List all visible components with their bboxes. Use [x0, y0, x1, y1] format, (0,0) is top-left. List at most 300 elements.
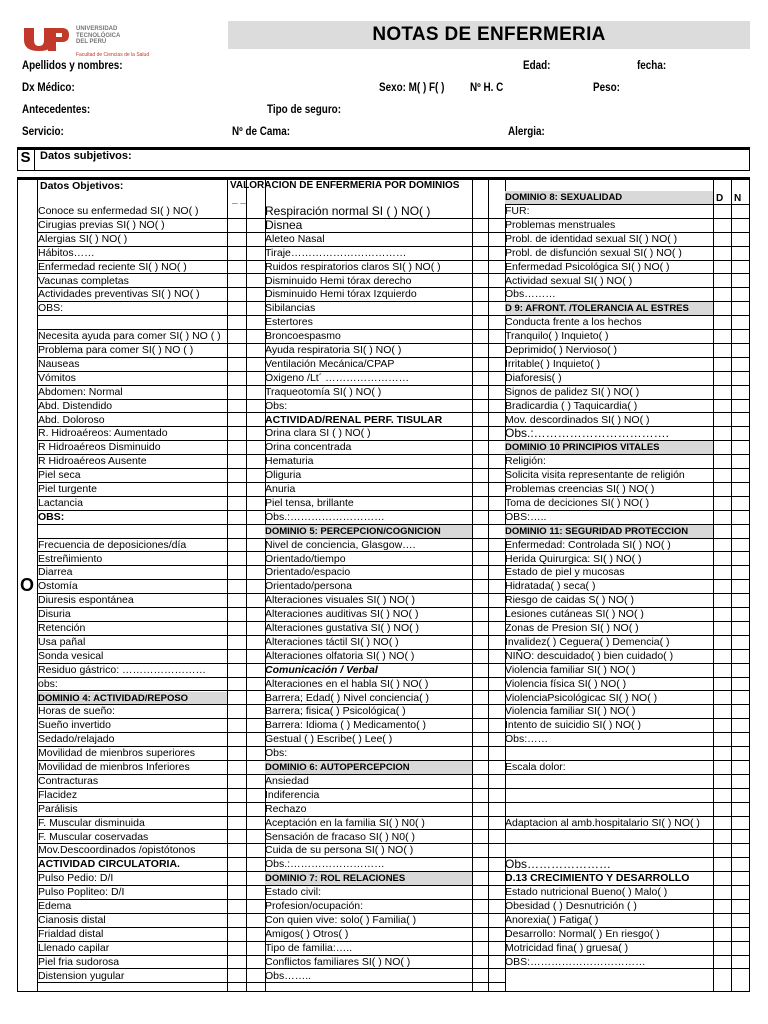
check-cell[interactable] — [227, 302, 265, 316]
col1-item: Hábitos…… — [38, 247, 227, 261]
col2-item: Disminuido Hemi tórax derecho — [265, 275, 472, 289]
col1-item: Diarrea — [38, 566, 227, 580]
page-title: NOTAS DE ENFERMERIA — [228, 21, 750, 49]
col2-item: Comunicación / Verbal — [265, 664, 472, 678]
check-cell[interactable] — [227, 427, 265, 441]
check-cell[interactable] — [713, 469, 750, 483]
check-cell[interactable] — [227, 261, 265, 275]
col1-item: Alergias SI( ) NO( ) — [38, 233, 227, 247]
col3-item: Obs……… — [505, 288, 713, 302]
check-cell[interactable] — [472, 886, 505, 900]
col2-item: Ansiedad — [265, 775, 472, 789]
col3-item: FUR: — [505, 205, 713, 219]
check-cell[interactable] — [713, 497, 750, 511]
check-cell[interactable] — [713, 636, 750, 650]
check-cell[interactable] — [713, 191, 750, 205]
col3-item: Obs………………… — [505, 858, 713, 872]
field-fecha: fecha: — [637, 60, 667, 72]
col2-item: DOMINIO 5: PERCEPCION/COGNICION — [265, 525, 472, 539]
col3-item: Obesidad ( ) Desnutrición ( ) — [505, 900, 713, 914]
check-cell[interactable] — [713, 400, 750, 414]
col3-item: Religión: — [505, 455, 713, 469]
col2-item: Ruidos respiratorios claros SI( ) NO( ) — [265, 261, 472, 275]
check-cell[interactable] — [713, 566, 750, 580]
col1-item: Llenado capilar — [38, 942, 227, 956]
check-cell[interactable] — [472, 761, 505, 775]
check-cell[interactable] — [713, 886, 750, 900]
col2-item: Con quien vive: solo( ) Familia( ) — [265, 914, 472, 928]
check-cell[interactable] — [472, 664, 505, 678]
col1-item: Sedado/relajado — [38, 733, 227, 747]
utp-logo-icon — [22, 26, 70, 52]
check-cell[interactable] — [713, 928, 750, 942]
check-cell[interactable] — [713, 942, 750, 956]
check-cell[interactable] — [713, 358, 750, 372]
col1-item: Edema — [38, 900, 227, 914]
col1-item: Cirugias previas SI( ) NO( ) — [38, 219, 227, 233]
field-servicio: Servicio: — [22, 126, 64, 138]
col2-item: Nivel de conciencia, Glasgow…. — [265, 539, 472, 553]
check-cell[interactable] — [713, 844, 750, 858]
field-peso: Peso: — [593, 82, 620, 94]
col3-item: Obs.:……………………………. — [505, 427, 713, 441]
check-cell[interactable] — [713, 650, 750, 664]
check-cell[interactable] — [472, 636, 505, 650]
check-cell[interactable] — [227, 386, 265, 400]
check-cell[interactable] — [472, 261, 505, 275]
field-sexo: Sexo: M( ) F( ) — [379, 82, 445, 94]
col3-item — [505, 775, 713, 789]
col2-item: Estado civil: — [265, 886, 472, 900]
col2-item: Anuria — [265, 483, 472, 497]
check-cell[interactable] — [472, 817, 505, 831]
col2-item: Alteraciones táctil SI( ) NO( ) — [265, 636, 472, 650]
check-cell[interactable] — [713, 789, 750, 803]
col1-item: Abd. Distendido — [38, 400, 227, 414]
check-cell[interactable] — [713, 678, 750, 692]
check-cell[interactable] — [227, 789, 265, 803]
check-cell[interactable] — [227, 844, 265, 858]
check-cell[interactable] — [713, 233, 750, 247]
check-cell[interactable] — [472, 247, 505, 261]
check-cell[interactable] — [472, 705, 505, 719]
field-alergia: Alergia: — [508, 126, 545, 138]
check-cell[interactable] — [227, 719, 265, 733]
col1-item: Abd. Doloroso — [38, 414, 227, 428]
col3-item: Estado de piel y mucosas — [505, 566, 713, 580]
check-cell[interactable] — [472, 469, 505, 483]
check-cell[interactable] — [227, 747, 265, 761]
check-cell[interactable] — [713, 872, 750, 886]
check-cell[interactable] — [227, 692, 265, 706]
field-apellidos: Apellidos y nombres: — [22, 60, 123, 72]
check-cell[interactable] — [472, 622, 505, 636]
field-cama: Nº de Cama: — [232, 126, 291, 138]
check-cell[interactable] — [713, 414, 750, 428]
check-cell[interactable] — [227, 803, 265, 817]
check-cell[interactable] — [713, 900, 750, 914]
check-cell[interactable] — [227, 942, 265, 956]
check-cell[interactable] — [227, 817, 265, 831]
check-cell[interactable] — [713, 858, 750, 872]
col2-item: Gestual ( ) Escribe( ) Lee( ) — [265, 733, 472, 747]
check-cell[interactable] — [227, 525, 265, 539]
col3-item: Riesgo de caidas S( ) NO( ) — [505, 594, 713, 608]
col3-item: Herida Quirurgica: SI( ) NO( ) — [505, 553, 713, 567]
col2-item: Indiferencia — [265, 789, 472, 803]
col3-item: Signos de palidez SI( ) NO( ) — [505, 386, 713, 400]
check-cell[interactable] — [472, 900, 505, 914]
check-cell[interactable] — [227, 247, 265, 261]
col1-item: Nauseas — [38, 358, 227, 372]
check-cell[interactable] — [472, 580, 505, 594]
col3-item: Toma de deciciones SI( ) NO( ) — [505, 497, 713, 511]
check-cell[interactable] — [713, 664, 750, 678]
check-cell[interactable] — [713, 372, 750, 386]
check-cell[interactable] — [227, 608, 265, 622]
col2-item: Aceptación en la familia SI( ) N0( ) — [265, 817, 472, 831]
col2-item: Obs: — [265, 747, 472, 761]
col2-item: Disnea — [265, 219, 472, 233]
check-cell[interactable] — [472, 844, 505, 858]
col1-item: Problema para comer SI( ) NO ( ) — [38, 344, 227, 358]
col3-item: Enfermedad Psicológica SI( ) NO( ) — [505, 261, 713, 275]
check-cell[interactable] — [472, 233, 505, 247]
check-cell[interactable] — [472, 650, 505, 664]
col3-item: D.13 CRECIMIENTO Y DESARROLLO — [505, 872, 713, 886]
col3-item: Conducta frente a los hechos — [505, 316, 713, 330]
check-cell[interactable] — [713, 747, 750, 761]
col1-item: Sueño invertido — [38, 719, 227, 733]
check-cell[interactable] — [472, 455, 505, 469]
col2-item: Cuida de su persona SI( ) NO( ) — [265, 844, 472, 858]
col2-item: Tipo de familia:….. — [265, 942, 472, 956]
check-cell[interactable] — [227, 594, 265, 608]
check-cell[interactable] — [472, 483, 505, 497]
check-cell[interactable] — [472, 497, 505, 511]
col3-item: Obs:…… — [505, 733, 713, 747]
check-cell[interactable] — [227, 233, 265, 247]
col1-item: Diuresis espontánea — [38, 594, 227, 608]
col1-item: Parálisis — [38, 803, 227, 817]
col1-item: ACTIVIDAD CIRCULATORIA. — [38, 858, 227, 872]
check-cell[interactable] — [713, 553, 750, 567]
col2-item: DOMINIO 7: ROL RELACIONES — [265, 872, 472, 886]
col3-item: DOMINIO 10 PRINCIPIOS VITALES — [505, 441, 713, 455]
check-cell[interactable] — [227, 886, 265, 900]
col3-item — [505, 844, 713, 858]
check-cell[interactable] — [472, 831, 505, 845]
faculty-name: Facultad de Ciencias de la Salud — [76, 52, 150, 58]
check-cell[interactable] — [227, 219, 265, 233]
col1-item: Flacidez — [38, 789, 227, 803]
check-cell[interactable] — [472, 858, 505, 872]
check-cell[interactable] — [472, 302, 505, 316]
check-cell[interactable] — [227, 455, 265, 469]
col2-item: Aleteo Nasal — [265, 233, 472, 247]
check-cell[interactable] — [472, 719, 505, 733]
col1-item: Disuria — [38, 608, 227, 622]
col2-item: Orina concentrada — [265, 441, 472, 455]
check-cell[interactable] — [713, 775, 750, 789]
col3-item: Tranquilo( ) Inquieto( ) — [505, 330, 713, 344]
check-cell[interactable] — [227, 761, 265, 775]
check-cell[interactable] — [472, 747, 505, 761]
col1-item: R Hidroaéreos Ausente — [38, 455, 227, 469]
check-cell[interactable] — [472, 775, 505, 789]
check-cell[interactable] — [713, 316, 750, 330]
check-cell[interactable] — [472, 692, 505, 706]
col2-item: Amigos( ) Otros( ) — [265, 928, 472, 942]
check-cell[interactable] — [713, 483, 750, 497]
check-cell[interactable] — [713, 288, 750, 302]
col1-header: Datos Objetivos: — [40, 180, 124, 192]
check-cell[interactable] — [472, 803, 505, 817]
check-cell[interactable] — [227, 566, 265, 580]
col1-item: Actividades preventivas SI( ) NO( ) — [38, 288, 227, 302]
valoracion-header: VALORACION DE ENFERMERIA POR DOMINIOS — [230, 180, 460, 191]
col3-item: Anorexia( ) Fatiga( ) — [505, 914, 713, 928]
col1-item: Frialdad distal — [38, 928, 227, 942]
check-cell[interactable] — [713, 247, 750, 261]
check-cell[interactable] — [227, 344, 265, 358]
col1-item: F. Muscular disminuida — [38, 817, 227, 831]
check-cell[interactable] — [472, 928, 505, 942]
check-cell[interactable] — [472, 288, 505, 302]
col3-item: OBS:…………………………… — [505, 956, 713, 970]
check-cell[interactable] — [472, 956, 505, 970]
col2-item: Disminuido Hemi tórax Izquierdo — [265, 288, 472, 302]
col1-item: Cianosis distal — [38, 914, 227, 928]
check-cell[interactable] — [227, 622, 265, 636]
check-cell[interactable] — [472, 594, 505, 608]
check-cell[interactable] — [472, 942, 505, 956]
check-cell[interactable] — [472, 386, 505, 400]
col1-item: Horas de sueño: — [38, 705, 227, 719]
check-cell[interactable] — [472, 358, 505, 372]
col1-item: R Hidroaéreos Disminuido — [38, 441, 227, 455]
col2-item: Ventilación Mecánica/CPAP — [265, 358, 472, 372]
check-cell[interactable] — [713, 692, 750, 706]
check-cell[interactable] — [713, 803, 750, 817]
col1-item: OBS: — [38, 511, 227, 525]
col2-item: Hematuria — [265, 455, 472, 469]
check-cell[interactable] — [472, 872, 505, 886]
col3-item: Lesiones cutáneas SI( ) NO( ) — [505, 608, 713, 622]
col3-d-header: D — [716, 193, 724, 204]
check-cell[interactable] — [472, 511, 505, 525]
check-cell[interactable] — [713, 344, 750, 358]
col3-item: Estado nutricional Bueno( ) Malo( ) — [505, 886, 713, 900]
check-cell[interactable] — [227, 330, 265, 344]
col1-item: Distension yugular — [38, 970, 227, 984]
check-cell[interactable] — [713, 608, 750, 622]
check-cell[interactable] — [472, 330, 505, 344]
col1-item: Piel fria sudorosa — [38, 956, 227, 970]
col2-item: ACTIVIDAD/RENAL PERF. TISULAR — [265, 414, 472, 428]
col2-item: Tiraje…………………………… — [265, 247, 472, 261]
check-cell[interactable] — [713, 831, 750, 845]
check-cell[interactable] — [227, 372, 265, 386]
check-cell[interactable] — [227, 414, 265, 428]
check-cell[interactable] — [472, 219, 505, 233]
col3-item: DOMINIO 11: SEGURIDAD PROTECCION — [505, 525, 713, 539]
col1-check-header: _ _ — [232, 194, 246, 205]
col2-item: Alteraciones olfatoria SI( ) NO( ) — [265, 650, 472, 664]
check-cell[interactable] — [713, 817, 750, 831]
check-cell[interactable] — [472, 344, 505, 358]
col3-item: Probl. de disfunción sexual SI( ) NO( ) — [505, 247, 713, 261]
check-cell[interactable] — [713, 386, 750, 400]
check-cell[interactable] — [472, 400, 505, 414]
check-cell[interactable] — [713, 539, 750, 553]
col2-item: Orientado/tiempo — [265, 553, 472, 567]
check-cell[interactable] — [227, 705, 265, 719]
col3-item — [505, 747, 713, 761]
check-cell[interactable] — [227, 650, 265, 664]
col2-item: Alteraciones en el habla SI( ) NO( ) — [265, 678, 472, 692]
check-cell[interactable] — [227, 539, 265, 553]
col3-item: Hidratada( ) seca( ) — [505, 580, 713, 594]
check-cell[interactable] — [227, 511, 265, 525]
check-cell[interactable] — [472, 566, 505, 580]
check-cell[interactable] — [227, 831, 265, 845]
check-cell[interactable] — [713, 427, 750, 441]
check-cell[interactable] — [713, 219, 750, 233]
check-cell[interactable] — [227, 678, 265, 692]
col2-item: Obs.:……………………… — [265, 511, 472, 525]
check-cell[interactable] — [472, 970, 505, 984]
check-cell[interactable] — [713, 956, 750, 970]
col2-item: Oxigeno /Lt´ …………………… — [265, 372, 472, 386]
check-cell[interactable] — [472, 275, 505, 289]
check-cell[interactable] — [472, 441, 505, 455]
check-cell[interactable] — [227, 497, 265, 511]
col1-item: Mov.Descoordinados /opistótonos — [38, 844, 227, 858]
col3-item: NIÑO: descuidado( ) bien cuidado( ) — [505, 650, 713, 664]
col2-item: Obs: — [265, 400, 472, 414]
check-cell[interactable] — [472, 205, 505, 219]
check-cell[interactable] — [713, 761, 750, 775]
check-cell[interactable] — [713, 733, 750, 747]
check-cell[interactable] — [227, 664, 265, 678]
col2-item: Sensación de fracaso SI( ) N0( ) — [265, 831, 472, 845]
check-cell[interactable] — [713, 441, 750, 455]
check-cell[interactable] — [227, 441, 265, 455]
col1-item: Estreñimiento — [38, 553, 227, 567]
check-cell[interactable] — [227, 469, 265, 483]
col3-item: Mov. descordinados SI( ) NO( ) — [505, 414, 713, 428]
check-cell[interactable] — [713, 594, 750, 608]
col3-item: Enfermedad: Controlada SI( ) NO( ) — [505, 539, 713, 553]
check-cell[interactable] — [227, 358, 265, 372]
check-cell[interactable] — [472, 539, 505, 553]
check-cell[interactable] — [227, 858, 265, 872]
check-cell[interactable] — [227, 316, 265, 330]
check-cell[interactable] — [472, 914, 505, 928]
col3-item: OBS:….. — [505, 511, 713, 525]
check-cell[interactable] — [472, 525, 505, 539]
field-seguro: Tipo de seguro: — [267, 104, 342, 116]
col2-item: Piel tensa, brillante — [265, 497, 472, 511]
check-cell[interactable] — [713, 455, 750, 469]
check-cell[interactable] — [227, 900, 265, 914]
col1-item: Usa pañal — [38, 636, 227, 650]
check-cell[interactable] — [713, 914, 750, 928]
check-cell[interactable] — [472, 427, 505, 441]
check-cell[interactable] — [227, 775, 265, 789]
check-cell[interactable] — [713, 705, 750, 719]
check-cell[interactable] — [227, 914, 265, 928]
check-cell[interactable] — [227, 400, 265, 414]
col3-item — [505, 803, 713, 817]
check-cell[interactable] — [713, 622, 750, 636]
col1-item: Vacunas completas — [38, 275, 227, 289]
check-cell[interactable] — [713, 525, 750, 539]
col1-item: obs: — [38, 678, 227, 692]
field-nhc: Nº H. C — [470, 82, 504, 94]
check-cell[interactable] — [713, 511, 750, 525]
col1-item: DOMINIO 4: ACTIVIDAD/REPOSO — [38, 692, 227, 706]
col1-item: Retención — [38, 622, 227, 636]
check-cell[interactable] — [472, 789, 505, 803]
col1-item: Ostomía — [38, 580, 227, 594]
check-cell[interactable] — [472, 316, 505, 330]
check-cell[interactable] — [227, 636, 265, 650]
col3-item: Invalidez( ) Ceguera( ) Demencia( ) — [505, 636, 713, 650]
col3-item: Adaptacion al amb.hospitalario SI( ) NO( ) — [505, 817, 713, 831]
check-cell[interactable] — [713, 261, 750, 275]
check-cell[interactable] — [227, 483, 265, 497]
check-cell[interactable] — [227, 872, 265, 886]
check-cell[interactable] — [472, 608, 505, 622]
check-cell[interactable] — [227, 288, 265, 302]
col1-item: Piel seca — [38, 469, 227, 483]
check-cell[interactable] — [713, 580, 750, 594]
check-cell[interactable] — [713, 205, 750, 219]
check-cell[interactable] — [227, 970, 265, 984]
check-cell[interactable] — [227, 275, 265, 289]
col3-item: Desarrollo: Normal( ) En riesgo( ) — [505, 928, 713, 942]
col2-item: Sibilancias — [265, 302, 472, 316]
check-cell[interactable] — [472, 678, 505, 692]
check-cell[interactable] — [472, 414, 505, 428]
check-cell[interactable] — [227, 580, 265, 594]
field-dx: Dx Médico: — [22, 82, 75, 94]
check-cell[interactable] — [227, 956, 265, 970]
check-cell[interactable] — [713, 330, 750, 344]
check-cell[interactable] — [227, 733, 265, 747]
col3-item: Solicita visita representante de religión — [505, 469, 713, 483]
col1-item: Conoce su enfermedad SI( ) NO( ) — [38, 205, 227, 219]
check-cell[interactable] — [227, 205, 265, 219]
col3-item: Deprimido( ) Nervioso( ) — [505, 344, 713, 358]
col1-item: Pulso Popliteo: D/I — [38, 886, 227, 900]
col3-item: Probl. de identidad sexual SI( ) NO( ) — [505, 233, 713, 247]
col3-item: Problemas creencias SI( ) NO( ) — [505, 483, 713, 497]
col2-item: DOMINIO 6: AUTOPERCEPCION — [265, 761, 472, 775]
check-cell[interactable] — [472, 733, 505, 747]
check-cell[interactable] — [227, 553, 265, 567]
check-cell[interactable] — [472, 372, 505, 386]
check-cell[interactable] — [713, 719, 750, 733]
col1-item: Movilidad de mienbros superiores — [38, 747, 227, 761]
check-cell[interactable] — [227, 928, 265, 942]
col1-item: Movilidad de mienbros Inferiores — [38, 761, 227, 775]
check-cell[interactable] — [472, 553, 505, 567]
check-cell[interactable] — [713, 302, 750, 316]
check-cell[interactable] — [713, 275, 750, 289]
